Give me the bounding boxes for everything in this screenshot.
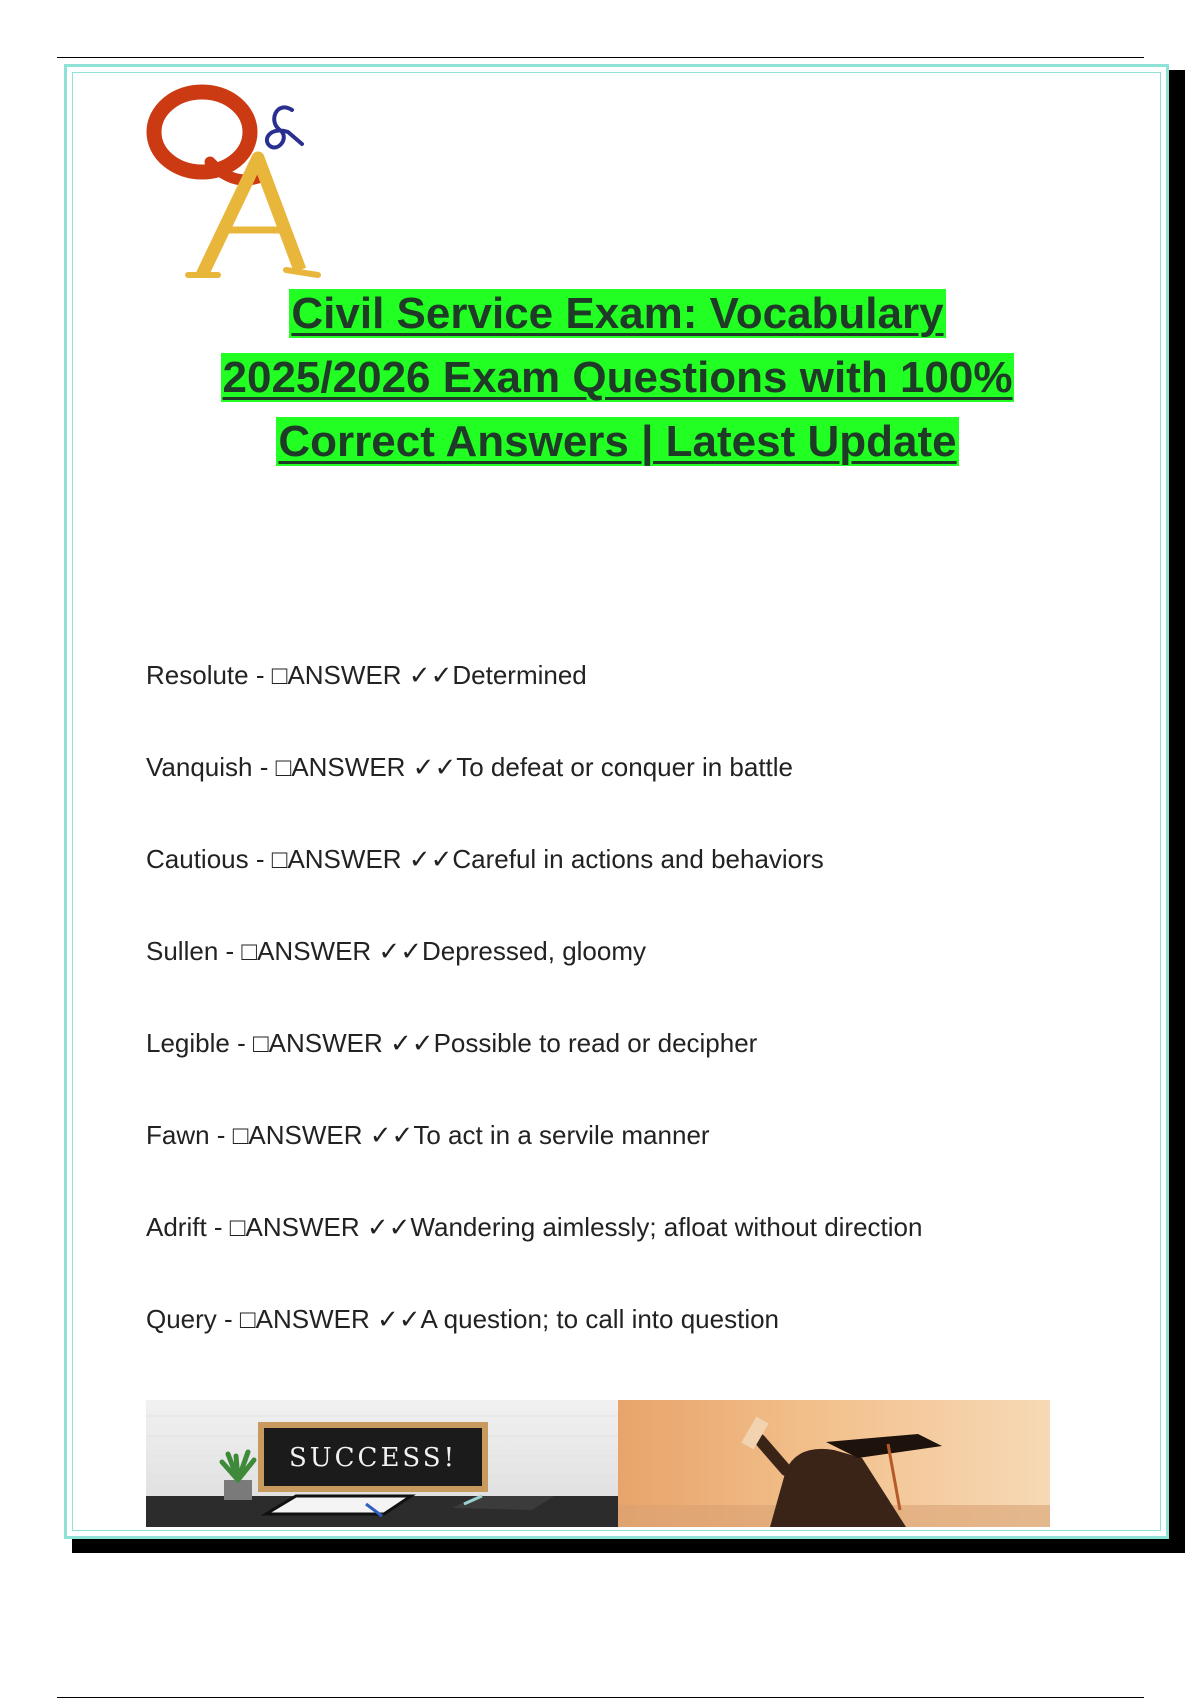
qa-logo — [140, 70, 340, 285]
qa-term: Cautious — [146, 844, 249, 874]
qa-term: Adrift — [146, 1212, 207, 1242]
qa-item-resolute — [146, 652, 1126, 744]
qa-answer-marker: □ANSWER ✓✓ — [252, 1028, 434, 1058]
graduation-photo-right — [618, 1400, 1050, 1527]
qa-item-legible — [146, 1020, 1126, 1112]
qa-answer-marker: □ANSWER ✓✓ — [239, 1304, 421, 1334]
qa-item-cautious — [146, 836, 1126, 928]
qa-definition: Determined — [452, 660, 587, 690]
qa-answer-marker: □ANSWER ✓✓ — [271, 660, 453, 690]
chalkboard-text: SUCCESS! — [288, 1443, 458, 1473]
qa-definition: To defeat or conquer in battle — [456, 752, 794, 782]
title-line-1: Civil Service Exam: Vocabulary — [291, 289, 944, 338]
qa-definition: Careful in actions and behaviors — [452, 844, 824, 874]
qa-definition: Wandering aimlessly; afloat without direction — [410, 1212, 923, 1242]
top-rule — [57, 57, 1144, 58]
qa-term: Fawn — [146, 1120, 210, 1150]
qa-separator: - — [229, 1028, 253, 1058]
qa-item-adrift — [146, 1204, 1126, 1296]
logo-ampersand — [267, 107, 302, 147]
qa-term: Vanquish — [146, 752, 253, 782]
qa-term: Legible — [146, 1028, 230, 1058]
qa-answer-marker: □ANSWER ✓✓ — [232, 1120, 414, 1150]
document-title — [120, 282, 1115, 474]
qa-definition: Depressed, gloomy — [422, 936, 647, 966]
qa-separator: - — [216, 1304, 240, 1334]
qa-item-sullen — [146, 928, 1126, 1020]
qa-answer-marker: □ANSWER ✓✓ — [229, 1212, 411, 1242]
qa-separator: - — [248, 660, 272, 690]
qa-term: Sullen — [146, 936, 219, 966]
bottom-rule — [57, 1697, 1144, 1698]
qa-definition: A question; to call into question — [420, 1304, 780, 1334]
qa-answer-marker: □ANSWER ✓✓ — [275, 752, 457, 782]
qa-answer-marker: □ANSWER ✓✓ — [271, 844, 453, 874]
title-line-2: 2025/2026 Exam Questions with 100% — [222, 353, 1013, 402]
qa-definition: To act in a servile manner — [413, 1120, 710, 1150]
qa-item-fawn — [146, 1112, 1126, 1204]
qa-separator: - — [206, 1212, 230, 1242]
qa-list — [146, 652, 1126, 1388]
qa-separator: - — [209, 1120, 233, 1150]
qa-separator: - — [218, 936, 242, 966]
qa-item-vanquish — [146, 744, 1126, 836]
success-photo-left — [146, 1400, 618, 1527]
success-banner-image — [146, 1400, 1050, 1527]
qa-separator: - — [248, 844, 272, 874]
qa-item-query — [146, 1296, 1126, 1388]
qa-separator: - — [252, 752, 276, 782]
chalkboard — [258, 1422, 488, 1492]
title-line-3: Correct Answers | Latest Update — [278, 417, 957, 466]
qa-term: Resolute — [146, 660, 249, 690]
qa-definition: Possible to read or decipher — [433, 1028, 758, 1058]
qa-term: Query — [146, 1304, 217, 1334]
logo-letter-q — [154, 92, 258, 180]
qa-answer-marker: □ANSWER ✓✓ — [241, 936, 423, 966]
